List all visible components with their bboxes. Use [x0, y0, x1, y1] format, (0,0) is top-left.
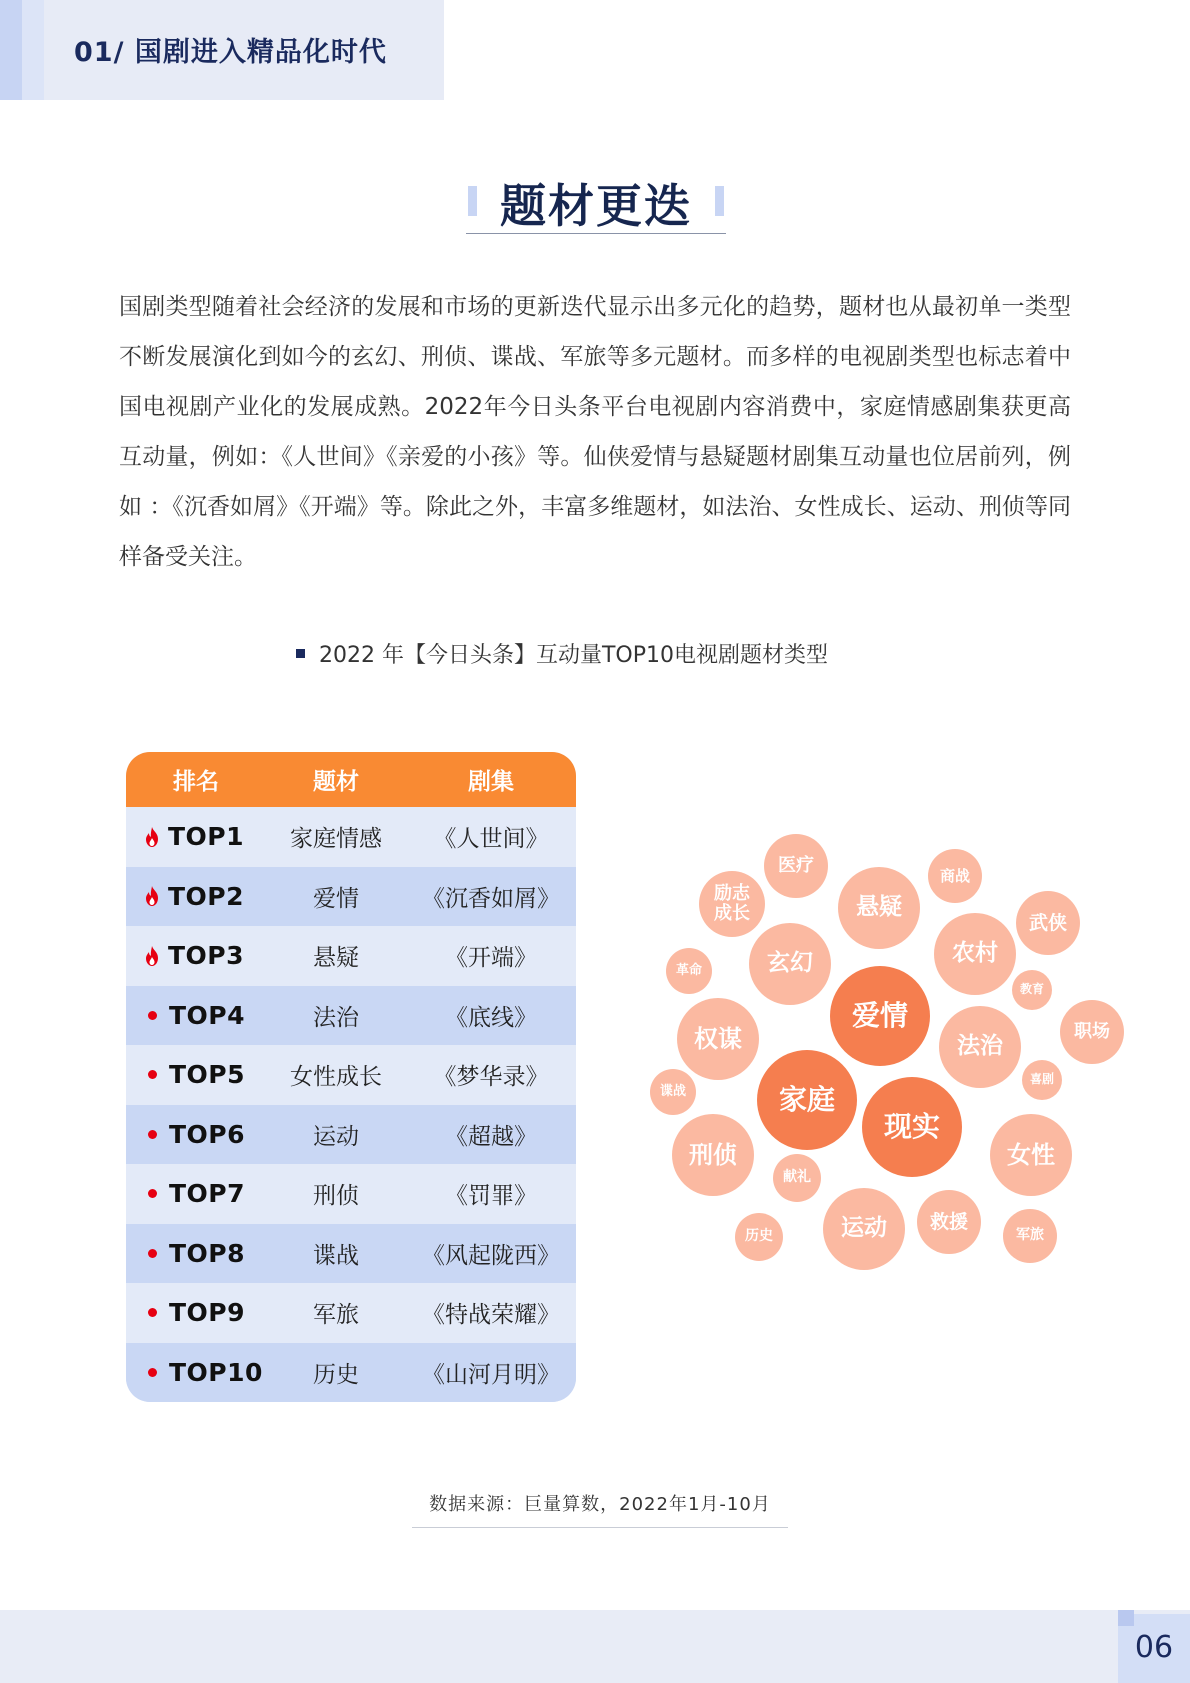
red-dot-icon: [148, 1189, 157, 1198]
red-dot-icon: [148, 1308, 157, 1317]
rank-cell: [126, 1179, 266, 1208]
show-cell: 《人世间》: [433, 826, 549, 853]
page-title-block: [466, 168, 726, 234]
show-cell: 《梦华录》: [433, 1064, 549, 1091]
rank-cell: [126, 882, 266, 911]
header-rank: 排名: [173, 769, 219, 795]
subject-bubble: 喜剧: [1022, 1060, 1062, 1100]
show-cell: 《特战荣耀》: [422, 1302, 560, 1329]
flame-icon: [144, 946, 160, 966]
title-underline: [466, 233, 726, 234]
show-cell: 《沉香如屑》: [422, 885, 560, 912]
subject-cell: 家庭情感: [290, 826, 382, 853]
table-row: [126, 1343, 576, 1403]
subject-bubble: 家庭: [757, 1050, 857, 1150]
source-underline: [412, 1527, 788, 1528]
top10-table: [126, 752, 576, 1402]
subject-bubble: 职场: [1060, 1000, 1124, 1064]
rank-cell: [126, 1060, 266, 1089]
table-row: [126, 1164, 576, 1224]
table-row: [126, 867, 576, 927]
caption-text: 2022 年【今日头条】互动量TOP10电视剧题材类型: [319, 643, 828, 668]
flame-icon: [144, 827, 160, 847]
subject-cell: 运动: [313, 1123, 359, 1150]
title-bar-right: [715, 186, 724, 216]
table-header: [126, 752, 576, 807]
body-paragraph: 国剧类型随着社会经济的发展和市场的更新迭代显示出多元化的趋势，题材也从最初单一类型不断发展演化到如今的玄幻、刑侦、谍战、军旅等多元题材。而多样的电视剧类型也标志着中国电视剧产业化的发展成熟。2022年今日头条平台电视剧内容消费中，家庭情感剧集获更高互动量，例如：《人世间》《亲爱的小孩》等。仙侠爱情与悬疑题材剧集互动量也位居前列，例如 ：《沉香如屑》《开端》等。除此之外，丰富多维题材，如法治、女性成长、运动、刑侦等同样备受关注。: [119, 294, 1071, 570]
subject-cell: 军旅: [313, 1302, 359, 1329]
subject-bubble: 武侠: [1016, 891, 1080, 955]
rank-cell: [126, 1120, 266, 1149]
show-cell: 《开端》: [445, 945, 537, 972]
subject-bubble: 女性: [990, 1114, 1072, 1196]
subject-cell: 历史: [313, 1361, 359, 1388]
rank-label: TOP3: [168, 941, 245, 971]
rank-cell: [126, 822, 266, 851]
subject-cell: 悬疑: [313, 945, 359, 972]
footer-bar: [0, 1610, 1190, 1683]
header-strip-1: [0, 0, 22, 100]
subject-bubble: 励志成长: [699, 871, 765, 937]
subject-bubble: 法治: [939, 1006, 1021, 1088]
rank-label: TOP6: [169, 1119, 246, 1149]
flame-icon: [144, 886, 160, 906]
show-cell: 《风起陇西》: [422, 1242, 560, 1269]
square-bullet-icon: [296, 649, 305, 658]
rank-label: TOP10: [169, 1357, 263, 1387]
header-show: 剧集: [468, 769, 514, 795]
page-number-corner: [1118, 1610, 1134, 1626]
rank-label: TOP2: [168, 881, 245, 911]
red-dot-icon: [148, 1011, 157, 1020]
subject-bubble: 运动: [823, 1188, 905, 1270]
subject-bubble: 献礼: [773, 1154, 821, 1202]
header-strip-2: [22, 0, 44, 100]
data-source: 数据来源：巨量算数，2022年1月-10月: [429, 1494, 771, 1515]
subject-bubble: 现实: [862, 1077, 962, 1177]
red-dot-icon: [148, 1368, 157, 1377]
rank-label: TOP9: [169, 1298, 246, 1328]
subject-cell: 法治: [313, 1004, 359, 1031]
subject-bubble: 救援: [917, 1190, 981, 1254]
header-subject: 题材: [313, 769, 359, 795]
rank-label: TOP4: [169, 1000, 246, 1030]
subject-cell: 女性成长: [290, 1064, 382, 1091]
subject-bubble: 历史: [735, 1213, 783, 1261]
show-cell: 《底线》: [445, 1004, 537, 1031]
rank-cell: [126, 1298, 266, 1327]
subject-bubble: 商战: [928, 849, 982, 903]
subject-bubble: 革命: [666, 948, 712, 994]
table-row: [126, 926, 576, 986]
table-row: [126, 1283, 576, 1343]
rank-cell: [126, 1358, 266, 1387]
show-cell: 《罚罪》: [445, 1183, 537, 1210]
red-dot-icon: [148, 1070, 157, 1079]
page-number: 06: [1134, 1630, 1174, 1665]
subject-bubble: 玄幻: [749, 923, 831, 1005]
table-row: [126, 1224, 576, 1284]
show-cell: 《超越》: [445, 1123, 537, 1150]
section-title: 01/ 国剧进入精品化时代: [74, 37, 387, 68]
subject-bubble: 教育: [1012, 970, 1052, 1010]
subject-bubble: 农村: [934, 913, 1016, 995]
chart-caption: [296, 638, 828, 669]
rank-label: TOP5: [169, 1060, 246, 1090]
subject-bubble: 悬疑: [838, 867, 920, 949]
subject-bubble: 谍战: [650, 1069, 696, 1115]
subject-bubble: 刑侦: [672, 1114, 754, 1196]
subject-bubble: 医疗: [764, 834, 828, 898]
subject-cell: 谍战: [313, 1242, 359, 1269]
rank-cell: [126, 1001, 266, 1030]
table-row: [126, 1105, 576, 1165]
red-dot-icon: [148, 1130, 157, 1139]
subject-cell: 爱情: [313, 885, 359, 912]
table-row: [126, 1045, 576, 1105]
rank-cell: [126, 1239, 266, 1268]
show-cell: 《山河月明》: [422, 1361, 560, 1388]
table-body: [126, 807, 576, 1402]
page-title: 题材更迭: [500, 179, 692, 233]
subject-bubble: 爱情: [830, 966, 930, 1066]
subject-bubble: 军旅: [1003, 1209, 1057, 1263]
rank-label: TOP8: [169, 1238, 246, 1268]
subject-cell: 刑侦: [313, 1183, 359, 1210]
rank-cell: [126, 941, 266, 970]
subject-bubble: 权谋: [677, 998, 759, 1080]
rank-label: TOP7: [169, 1179, 246, 1209]
table-row: [126, 807, 576, 867]
red-dot-icon: [148, 1249, 157, 1258]
rank-label: TOP1: [168, 822, 245, 852]
table-row: [126, 986, 576, 1046]
